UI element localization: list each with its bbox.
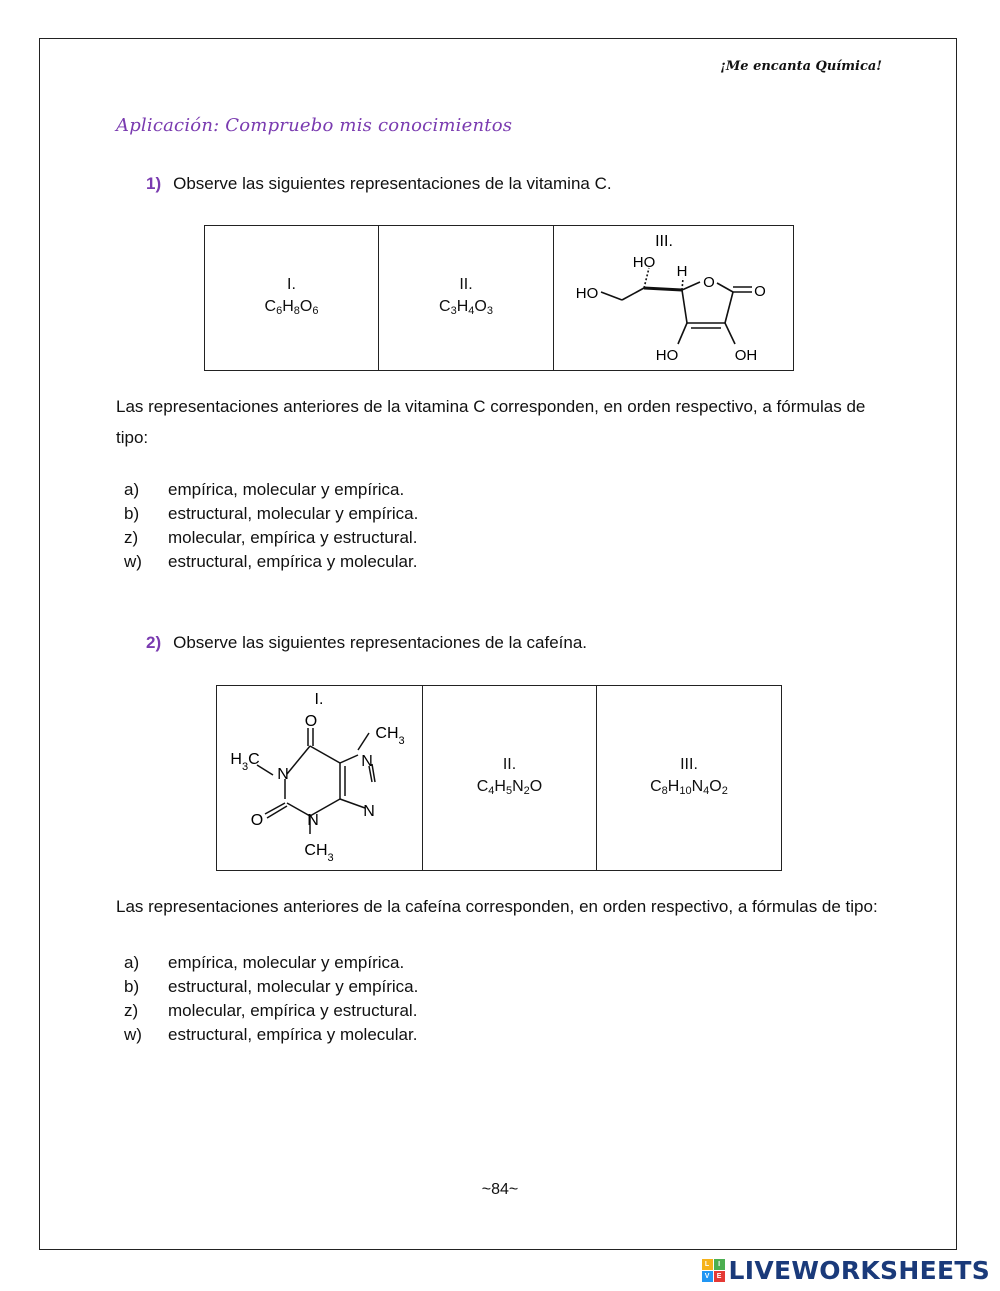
caffeine-label-n1: N — [277, 766, 289, 783]
logo-letter: L — [702, 1259, 713, 1270]
question-2-number: 2) — [146, 633, 162, 652]
question-1-paragraph: Las representaciones anteriores de la vitamina C corresponden, en orden respectivo, a fórmulas de tipo: — [116, 397, 866, 447]
caffeine-structure-diagram — [217, 686, 422, 865]
question-2-paragraph: Las representaciones anteriores de la cafeína corresponden, en orden respectivo, a fórmulas de tipo: — [116, 897, 878, 916]
option-letter: z) — [124, 528, 139, 547]
caffeine-label-o-left: O — [250, 812, 264, 829]
vitamin-c-representations-table — [204, 225, 794, 371]
caffeine-label-h3c-left: $H_3C$ — [230, 751, 260, 773]
question-1-option[interactable] — [124, 526, 418, 550]
caffeine-cell-2-label: II. — [502, 756, 517, 773]
vitamin-c-label-o-ring: O — [703, 274, 715, 291]
question-2-options — [124, 951, 418, 1047]
question-1-prompt: Observe las siguientes representaciones de la vitamina C. — [173, 174, 612, 193]
option-letter: z) — [124, 1001, 139, 1020]
question-2-prompt-line — [146, 633, 587, 653]
vitamin-c-label-h: H — [676, 263, 688, 280]
question-1-option[interactable] — [124, 502, 418, 526]
vitamin-c-cell-3-label: III. — [655, 233, 673, 250]
liveworksheets-brand[interactable] — [702, 1256, 990, 1285]
vitamin-c-label-oh-bottom: OH — [734, 347, 758, 364]
option-letter: a) — [124, 480, 140, 499]
logo-letter: E — [714, 1271, 725, 1282]
caffeine-label-o-top: O — [304, 713, 318, 730]
option-text: empírica, molecular y empírica. — [168, 480, 405, 499]
option-text: estructural, empírica y molecular. — [168, 552, 418, 571]
option-text: estructural, molecular y empírica. — [168, 977, 419, 996]
question-1-option[interactable] — [124, 478, 418, 502]
option-letter: b) — [124, 504, 140, 523]
question-2-option[interactable] — [124, 951, 418, 975]
vitamin-c-label-ho-top: HO — [632, 254, 656, 271]
option-letter: a) — [124, 953, 140, 972]
caffeine-representations-table — [216, 685, 782, 871]
caffeine-cell-3-formula: $C_8H_{10}N_4O_2$ — [650, 778, 728, 797]
question-1-number: 1) — [146, 174, 162, 193]
caffeine-cell-2-formula: $C_4H_5N_2O$ — [476, 778, 543, 797]
caffeine-label-ch3-bottom: $CH_3$ — [304, 842, 334, 864]
option-text: molecular, empírica y estructural. — [168, 528, 418, 547]
caffeine-cell-3-label: III. — [680, 756, 698, 773]
vitamin-c-cell-3 — [554, 226, 794, 371]
vitamin-c-label-ho-bottom: HO — [655, 347, 679, 364]
logo-letter: I — [714, 1259, 725, 1270]
caffeine-cell-1-label: I. — [314, 691, 324, 708]
question-2-option[interactable] — [124, 1023, 418, 1047]
caffeine-cell-1 — [217, 686, 423, 871]
option-text: estructural, molecular y empírica. — [168, 504, 419, 523]
option-text: estructural, empírica y molecular. — [168, 1025, 418, 1044]
caffeine-label-ch3-top: $CH_3$ — [375, 725, 405, 747]
section-title: Aplicación: Compruebo mis conocimientos — [116, 115, 513, 136]
caffeine-cell-2 — [423, 686, 597, 871]
caffeine-cell-3 — [597, 686, 782, 871]
question-2-option[interactable] — [124, 975, 418, 999]
vitamin-c-cell-2 — [379, 226, 554, 371]
vitamin-c-cell-2-formula: $C_3H_4O_3$ — [439, 298, 493, 317]
logo-letter: V — [702, 1271, 713, 1282]
option-text: empírica, molecular y empírica. — [168, 953, 405, 972]
question-1-options — [124, 478, 418, 574]
caffeine-label-n7: N — [361, 753, 373, 770]
liveworksheets-logo-icon — [702, 1259, 725, 1282]
vitamin-c-label-ho-left: HO — [575, 285, 599, 302]
vitamin-c-structure-diagram — [554, 226, 793, 365]
question-1-prompt-line — [146, 174, 612, 194]
vitamin-c-cell-1-formula: $C_6H_8O_6$ — [264, 298, 319, 317]
vitamin-c-cell-2-label: II. — [459, 276, 473, 293]
option-text: molecular, empírica y estructural. — [168, 1001, 418, 1020]
vitamin-c-cell-1-label: I. — [287, 276, 296, 293]
caffeine-label-n9: N — [363, 803, 375, 820]
caffeine-label-n3: N — [307, 812, 319, 829]
brand-name: LIVEWORKSHEETS — [728, 1256, 990, 1285]
vitamin-c-cell-1 — [205, 226, 379, 371]
option-letter: w) — [124, 552, 142, 571]
page-number: ~84~ — [481, 1181, 519, 1198]
question-1-option[interactable] — [124, 550, 418, 574]
vitamin-c-label-o-carbonyl: O — [754, 283, 766, 300]
option-letter: w) — [124, 1025, 142, 1044]
option-letter: b) — [124, 977, 140, 996]
question-2-option[interactable] — [124, 999, 418, 1023]
header-tagline: ¡Me encanta Química! — [720, 59, 882, 74]
question-2-prompt: Observe las siguientes representaciones de la cafeína. — [173, 633, 588, 652]
